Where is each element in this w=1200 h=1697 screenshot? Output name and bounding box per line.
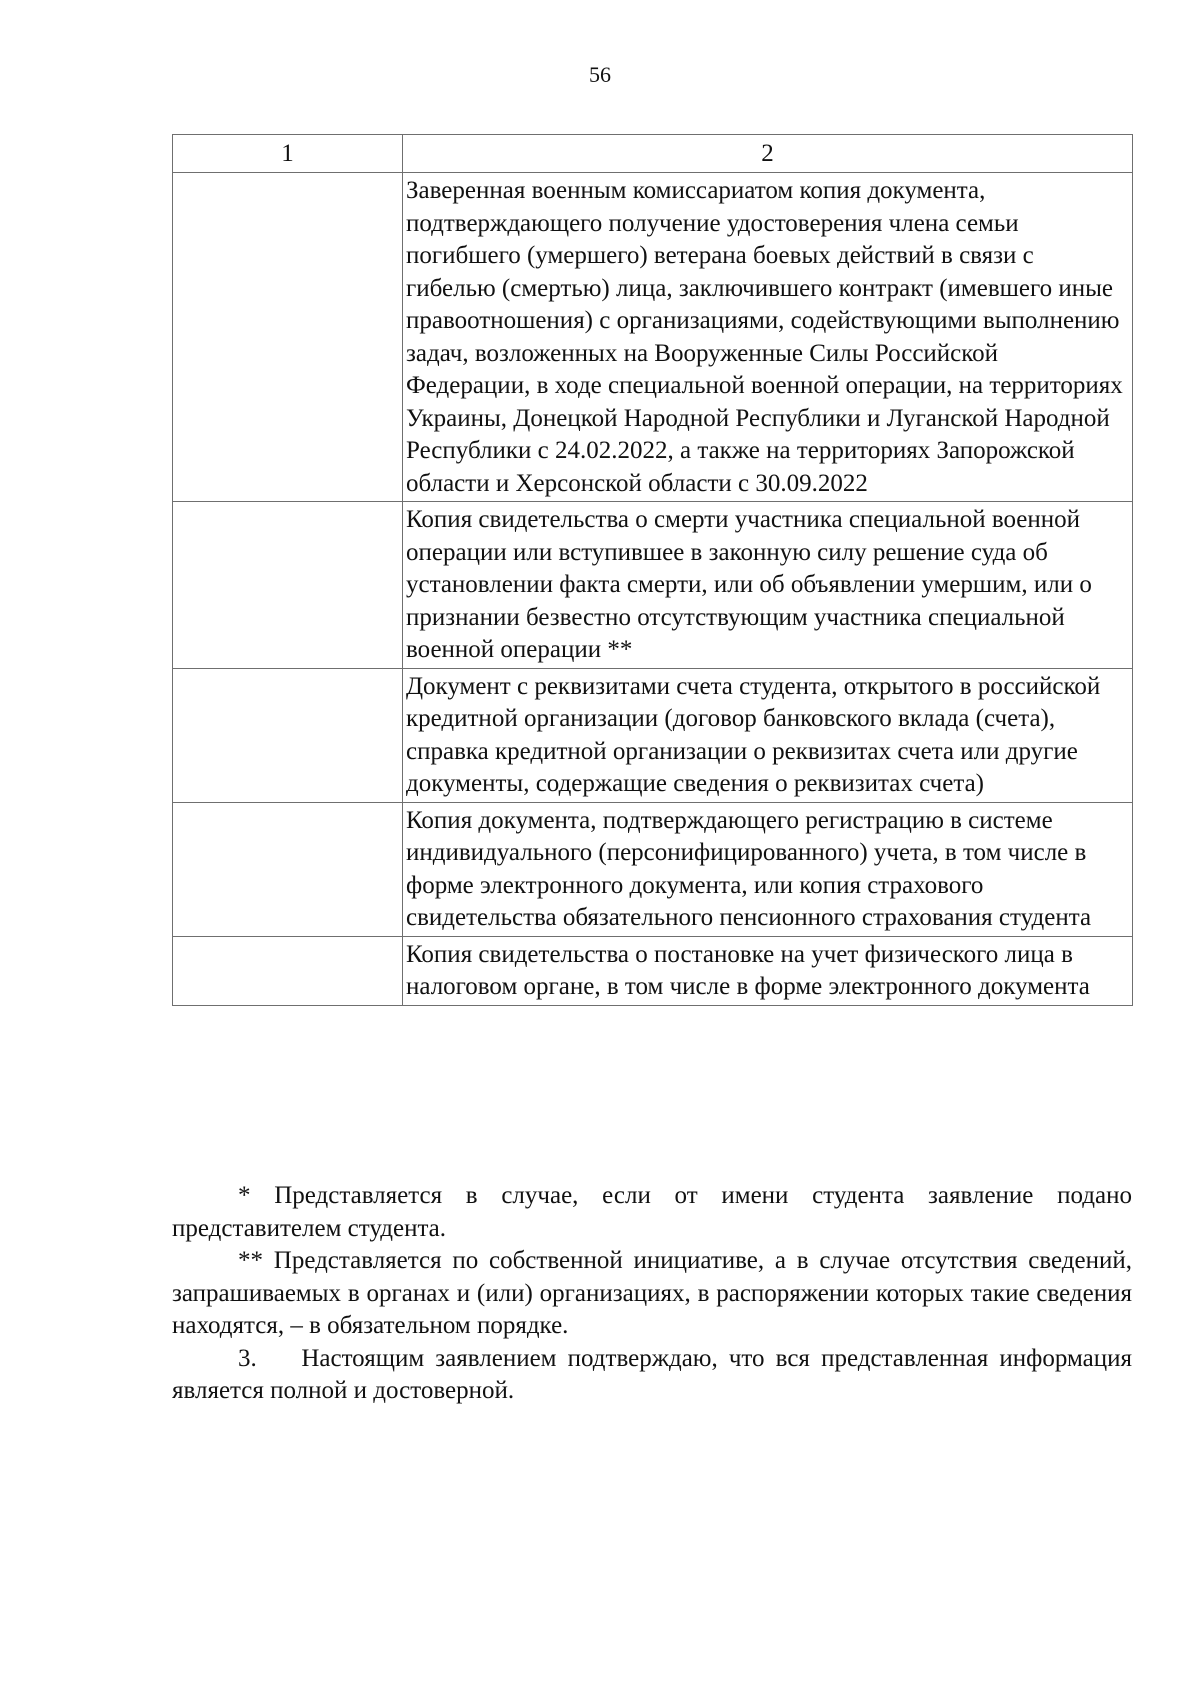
- document-description-cell: Заверенная военным комиссариатом копия документа, подтверждающего получение удостоверения члена семьи погибшего (умершего) ветерана боевых действий в связи с гибелью (смертью) лица, заключившего контракт (имевшего иные правоотношения) с организациями, содействующими выполнению задач, возложенных на Вооруженные Силы Российской Федерации, в ходе специальной военной операции, на территориях Украины, Донецкой Народной Республики и Луганской Народной Республики с 24.02.2022, а также на территориях Запорожской области и Херсонской области с 30.09.2022: [403, 173, 1133, 502]
- document-description-cell: Документ с реквизитами счета студента, открытого в российской кредитной организации (договор банковского вклада (счета), справка кредитной организации о реквизитах счета или другие документы, содержащие сведения о реквизитах счета): [403, 668, 1133, 802]
- table-row: [173, 173, 1133, 502]
- document-description-cell: Копия свидетельства о смерти участника специальной военной операции или вступившее в законную силу решение суда об установлении факта смерти, или об объявлении умершим, или о признании безвестно отсутствующим участника специальной военной операции **: [403, 502, 1133, 669]
- column-header-2: 2: [403, 135, 1133, 173]
- row-number-cell: [173, 936, 403, 1005]
- footnote-single-asterisk: * Представляется в случае, если от имени студента заявление подано представителем студента.: [172, 1182, 1132, 1242]
- row-number-cell: [173, 668, 403, 802]
- confirmation-paragraph: 3. Настоящим заявлением подтверждаю, что вся представленная информация является полной и достоверной.: [172, 1344, 1132, 1404]
- row-number-cell: [173, 173, 403, 502]
- table-row: [173, 668, 1133, 802]
- page-number: 56: [589, 62, 611, 87]
- document-description-cell: Копия документа, подтверждающего регистрацию в системе индивидуального (персонифицированного) учета, в том числе в форме электронного документа, или копия страхового свидетельства обязательного пенсионного страхования студента: [403, 802, 1133, 936]
- document-description-cell: Копия свидетельства о постановке на учет физического лица в налоговом органе, в том числе в форме электронного документа: [403, 936, 1133, 1005]
- table-row: [173, 936, 1133, 1005]
- column-header-1: 1: [173, 135, 403, 173]
- documents-table: [172, 134, 1133, 1006]
- table-header-row: [173, 135, 1133, 173]
- table-row: [173, 502, 1133, 669]
- footnote-double-asterisk: ** Представляется по собственной инициативе, а в случае отсутствия сведений, запрашиваемых в органах и (или) организациях, в распоряжении которых такие сведения находятся, – в обязательном порядке.: [172, 1247, 1132, 1339]
- row-number-cell: [173, 502, 403, 669]
- table-row: [173, 802, 1133, 936]
- row-number-cell: [173, 802, 403, 936]
- footnotes: [172, 1180, 1132, 1408]
